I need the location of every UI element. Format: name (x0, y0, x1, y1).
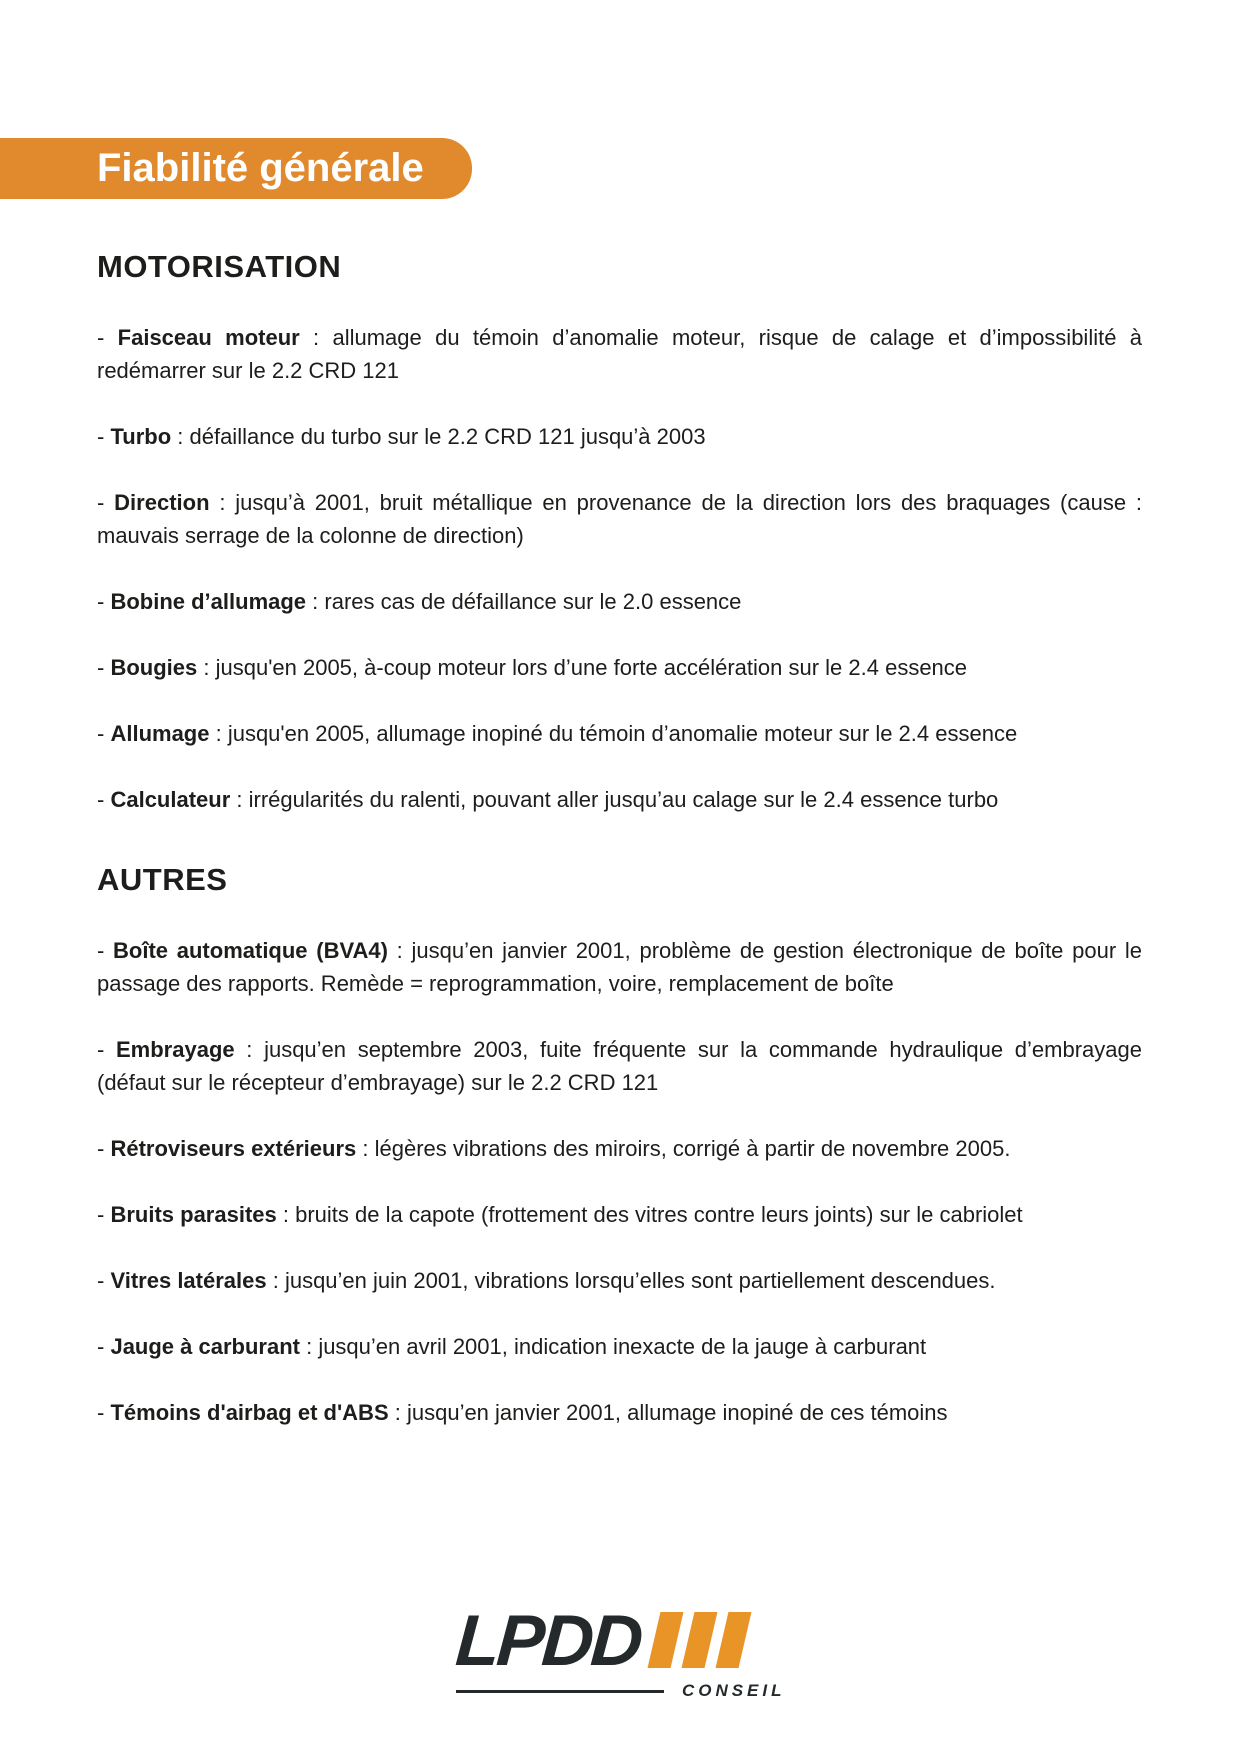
list-item-direction (97, 486, 1142, 552)
item-dash: - (97, 721, 111, 746)
list-item-bougies (97, 651, 1142, 684)
item-text: bruits de la capote (frottement des vitres contre leurs joints) sur le cabriolet (295, 1202, 1023, 1227)
item-colon: : (299, 325, 333, 350)
item-colon: : (299, 1334, 319, 1359)
item-text: jusqu'en 2005, à-coup moteur lors d’une forte accélération sur le 2.4 essence (215, 655, 968, 680)
item-label: Embrayage (116, 1037, 235, 1062)
slash-icon (715, 1612, 751, 1668)
item-text: défaillance du turbo sur le 2.2 CRD 121 jusqu’à 2003 (189, 424, 706, 449)
list-item-bruits-parasites (97, 1198, 1142, 1231)
item-colon: : (230, 787, 249, 812)
item-label: Faisceau moteur (117, 325, 300, 350)
item-label: Rétroviseurs extérieurs (110, 1136, 357, 1161)
item-colon: : (209, 721, 228, 746)
item-label: Bobine d’allumage (110, 589, 307, 614)
item-label: Bruits parasites (110, 1202, 277, 1227)
item-label: Bougies (110, 655, 198, 680)
item-dash: - (97, 1202, 111, 1227)
item-text: légères vibrations des miroirs, corrigé à partir de novembre 2005. (374, 1136, 1011, 1161)
item-label: Direction (114, 490, 210, 515)
item-dash: - (97, 938, 114, 963)
item-dash: - (97, 490, 115, 515)
item-dash: - (97, 1037, 116, 1062)
item-text: jusqu’en septembre 2003, fuite fréquente sur la commande hydraulique d’embrayage (défaut sur le récepteur d’embrayage) sur le 2.2 CRD 121 (97, 1037, 1142, 1095)
page-title-banner (0, 138, 472, 199)
slash-icon (681, 1612, 717, 1668)
list-item-embrayage (97, 1033, 1142, 1099)
item-dash: - (97, 787, 111, 812)
item-dash: - (97, 325, 118, 350)
triple-slash-icon (654, 1612, 745, 1668)
item-dash: - (97, 424, 111, 449)
list-item-boite-automatique (97, 934, 1142, 1000)
item-text: jusqu’à 2001, bruit métallique en provenance de la direction lors des braquages (cause : mauvais serrage de la colonne de direction) (97, 490, 1142, 548)
item-text: rares cas de défaillance sur le 2.0 essence (324, 589, 742, 614)
item-colon: : (197, 655, 216, 680)
section-heading-motorisation: MOTORISATION (97, 249, 342, 284)
item-colon: : (356, 1136, 375, 1161)
section-heading-autres: AUTRES (97, 862, 228, 897)
item-dash: - (97, 655, 111, 680)
item-colon: : (306, 589, 325, 614)
item-text: allumage du témoin d’anomalie moteur, risque de calage et d’impossibilité à redémarrer sur le 2.2 CRD 121 (97, 325, 1143, 383)
item-label: Jauge à carburant (110, 1334, 300, 1359)
item-label: Témoins d'airbag et d'ABS (110, 1400, 389, 1425)
item-dash: - (97, 1334, 111, 1359)
list-item-jauge-carburant (97, 1330, 1142, 1363)
item-dash: - (97, 589, 111, 614)
list-item-bobine-allumage (97, 585, 1142, 618)
logo-divider (456, 1690, 664, 1693)
list-item-turbo (97, 420, 1142, 453)
logo-wordmark: LPDD (452, 1601, 643, 1681)
item-label: Allumage (110, 721, 210, 746)
item-text: jusqu’en avril 2001, indication inexacte de la jauge à carburant (318, 1334, 927, 1359)
page-title: Fiabilité générale (97, 146, 424, 190)
item-colon: : (234, 1037, 265, 1062)
document-content (0, 199, 1241, 1462)
item-label: Vitres latérales (110, 1268, 267, 1293)
list-item-vitres-laterales (97, 1264, 1142, 1297)
item-dash: - (97, 1268, 111, 1293)
list-item-allumage (97, 717, 1142, 750)
list-item-retroviseurs (97, 1132, 1142, 1165)
item-colon: : (209, 490, 236, 515)
list-item-faisceau-moteur (97, 321, 1142, 387)
item-text: jusqu’en janvier 2001, problème de gestion électronique de boîte pour le passage des rapports. Remède = reprogrammation, voire, remplacement de boîte (97, 938, 1142, 996)
slash-icon (647, 1612, 683, 1668)
item-colon: : (266, 1268, 285, 1293)
item-text: jusqu’en juin 2001, vibrations lorsqu’elles sont partiellement descendues. (284, 1268, 996, 1293)
item-label: Boîte automatique (BVA4) (113, 938, 388, 963)
item-dash: - (97, 1136, 111, 1161)
logo-row-bottom (456, 1681, 786, 1701)
item-label: Turbo (110, 424, 172, 449)
item-colon: : (388, 1400, 407, 1425)
item-colon: : (387, 938, 412, 963)
item-text: jusqu’en janvier 2001, allumage inopiné de ces témoins (406, 1400, 948, 1425)
item-dash: - (97, 1400, 111, 1425)
item-text: jusqu'en 2005, allumage inopiné du témoin d’anomalie moteur sur le 2.4 essence (227, 721, 1018, 746)
lpdd-logo (452, 1601, 786, 1701)
logo-tagline: CONSEIL (681, 1681, 786, 1700)
list-item-calculateur (97, 783, 1142, 816)
item-colon: : (276, 1202, 296, 1227)
item-text: irrégularités du ralenti, pouvant aller jusqu’au calage sur le 2.4 essence turbo (248, 787, 999, 812)
list-item-temoins-airbag-abs (97, 1396, 1142, 1429)
item-label: Calculateur (110, 787, 231, 812)
item-colon: : (171, 424, 190, 449)
logo-row-top (452, 1601, 786, 1681)
